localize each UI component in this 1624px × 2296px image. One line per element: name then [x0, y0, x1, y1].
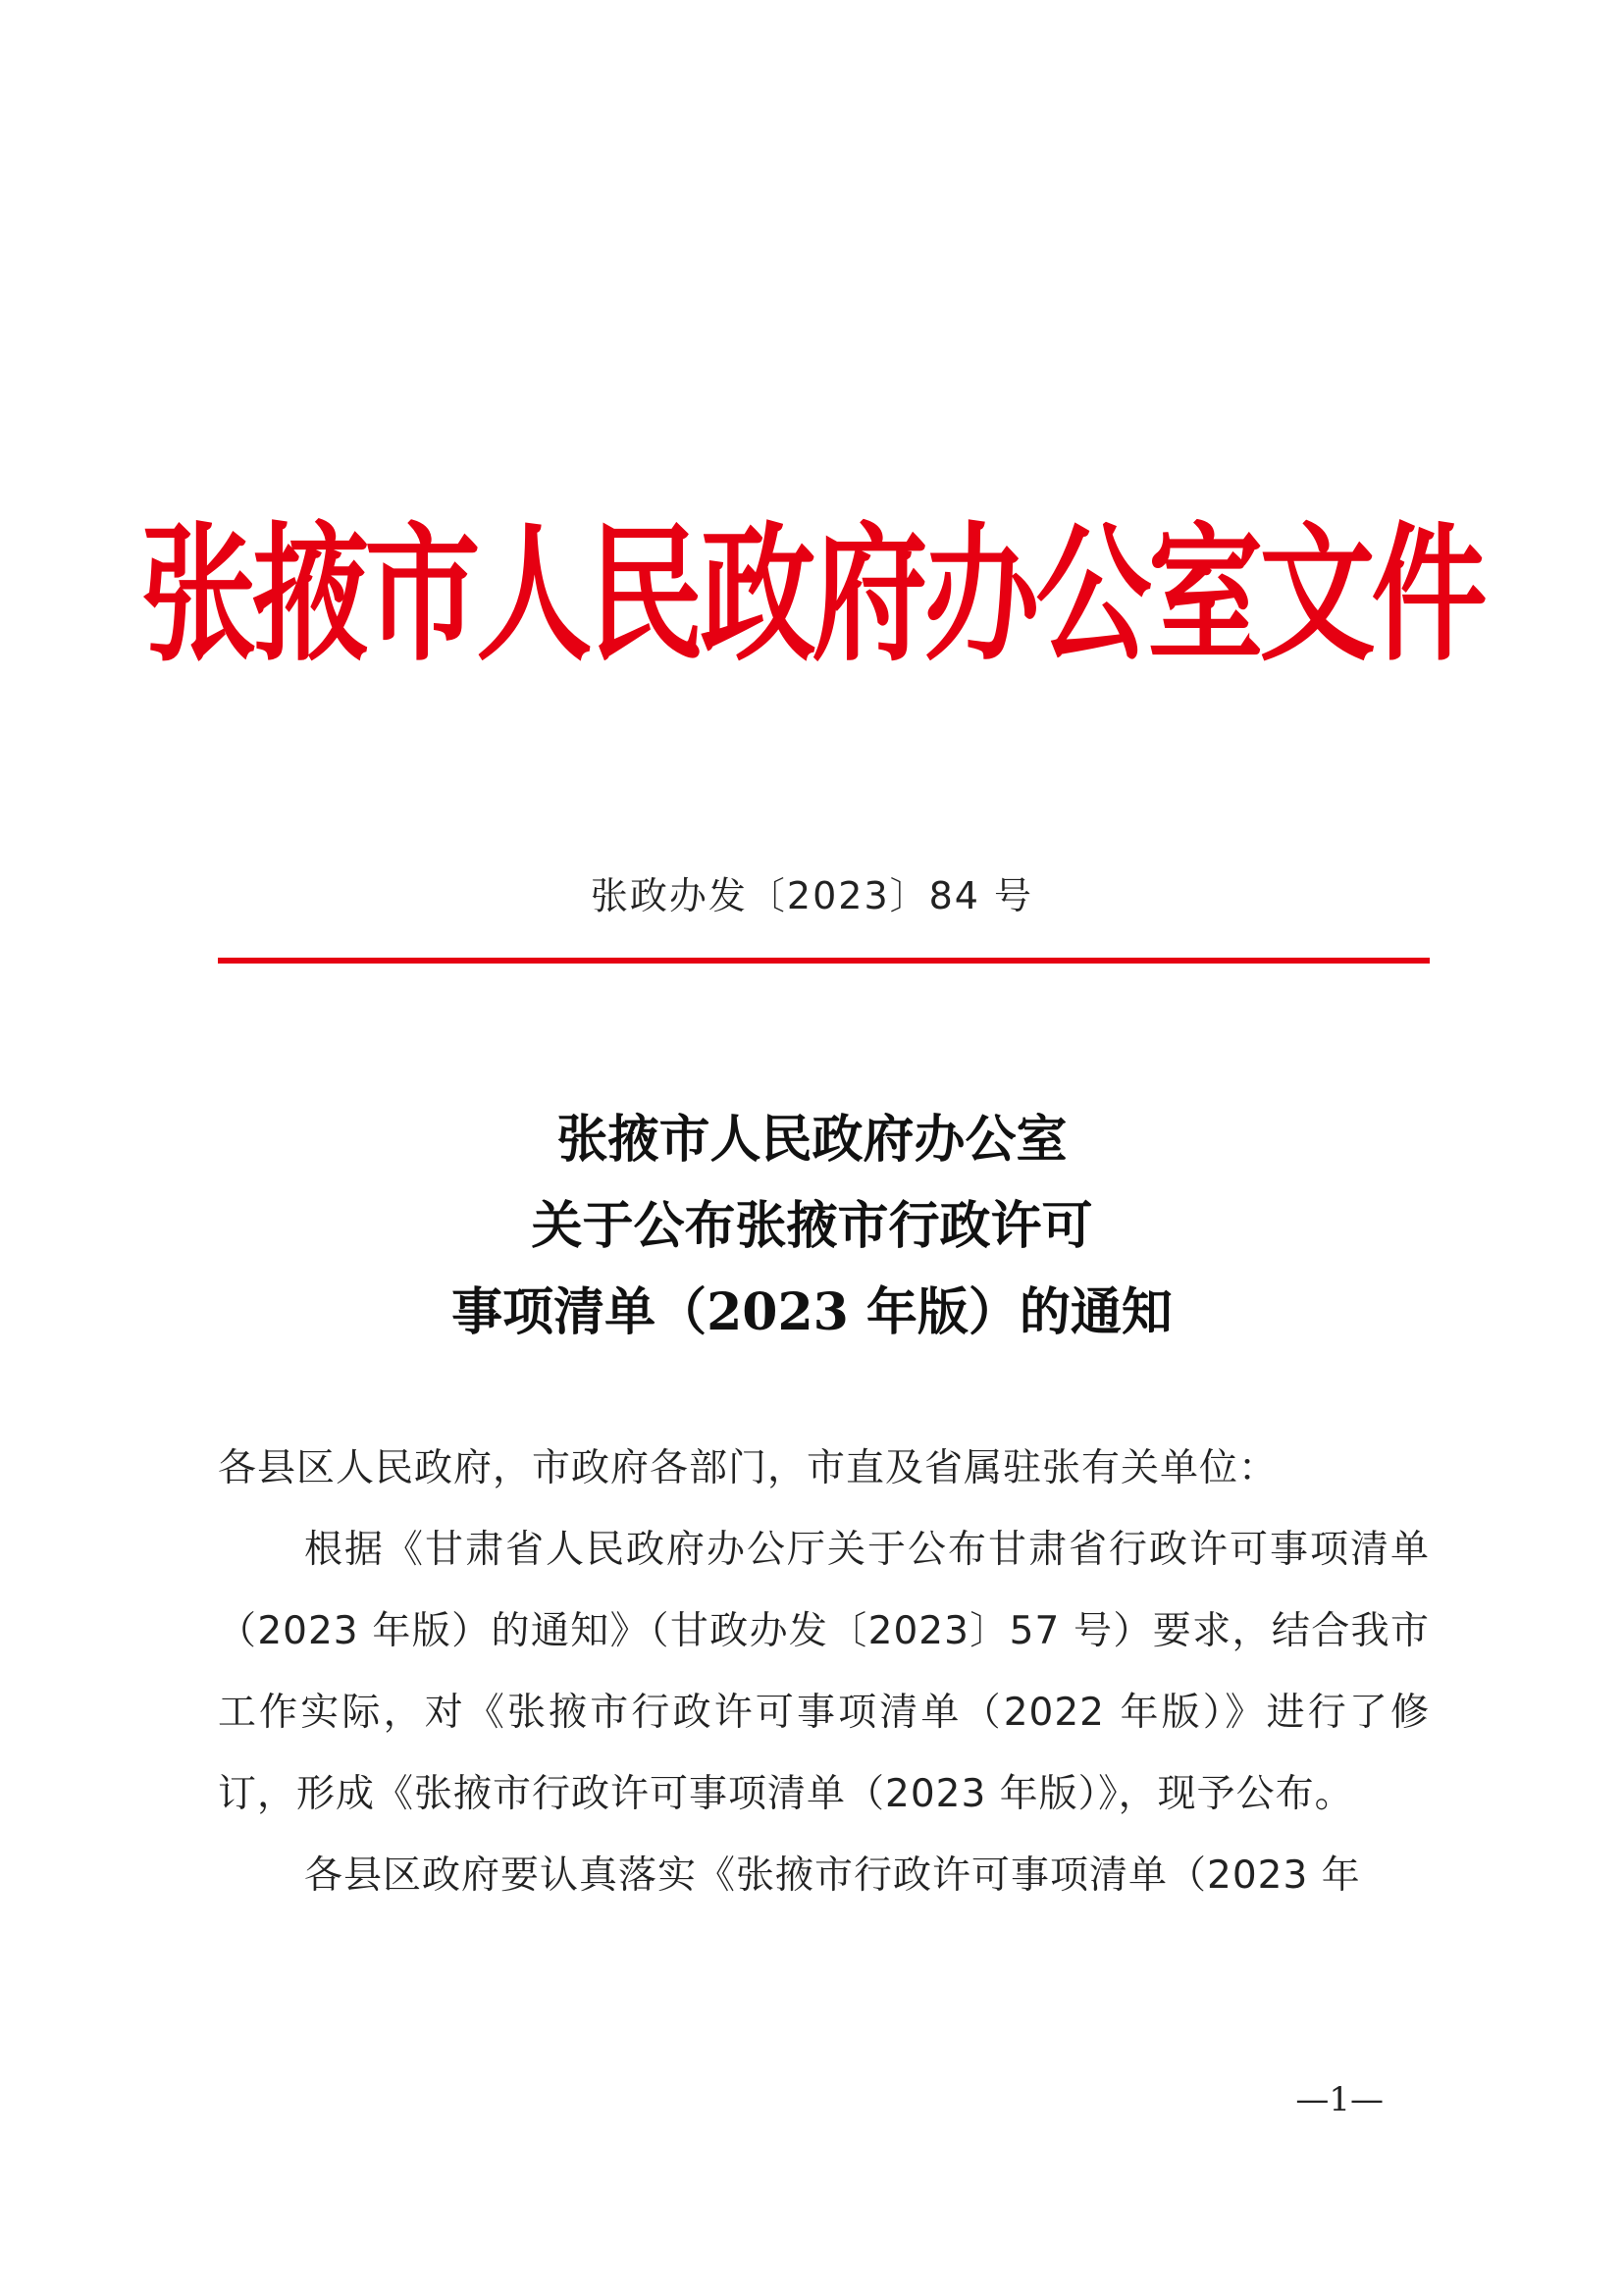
- page-number: —1—: [1295, 2080, 1384, 2119]
- body-paragraph-2: 各县区政府要认真落实《张掖市行政许可事项清单（2023 年: [304, 1853, 1361, 1898]
- title-line-2: 关于公布张掖市行政许可: [531, 1196, 1093, 1256]
- document-number: 张政办发〔2023〕84 号: [590, 874, 1034, 917]
- document-title: [0, 1097, 1624, 1356]
- masthead-title: 张掖市人民政府办公室文件: [140, 506, 1484, 682]
- title-line-1: 张掖市人民政府办公室: [556, 1110, 1068, 1170]
- salutation: 各县区人民政府，市政府各部门，市直及省属驻张有关单位：: [218, 1446, 1279, 1490]
- title-line-3: 事项清单（2023 年版）的通知: [451, 1282, 1173, 1342]
- body-paragraph-1: 根据《甘肃省人民政府办公厅关于公布甘肃省行政许可事项清单（2023 年版）的通知》（甘政办发〔2023〕57 号）要求，结合我市工作实际，对《张掖市行政许可事项清单（2022 年版）》进行了修订，形成《张掖市行政许可事项清单（2023 年版）》，现予公布。: [218, 1528, 1430, 1816]
- red-divider-line: [218, 958, 1430, 964]
- document-body: [218, 1428, 1430, 1916]
